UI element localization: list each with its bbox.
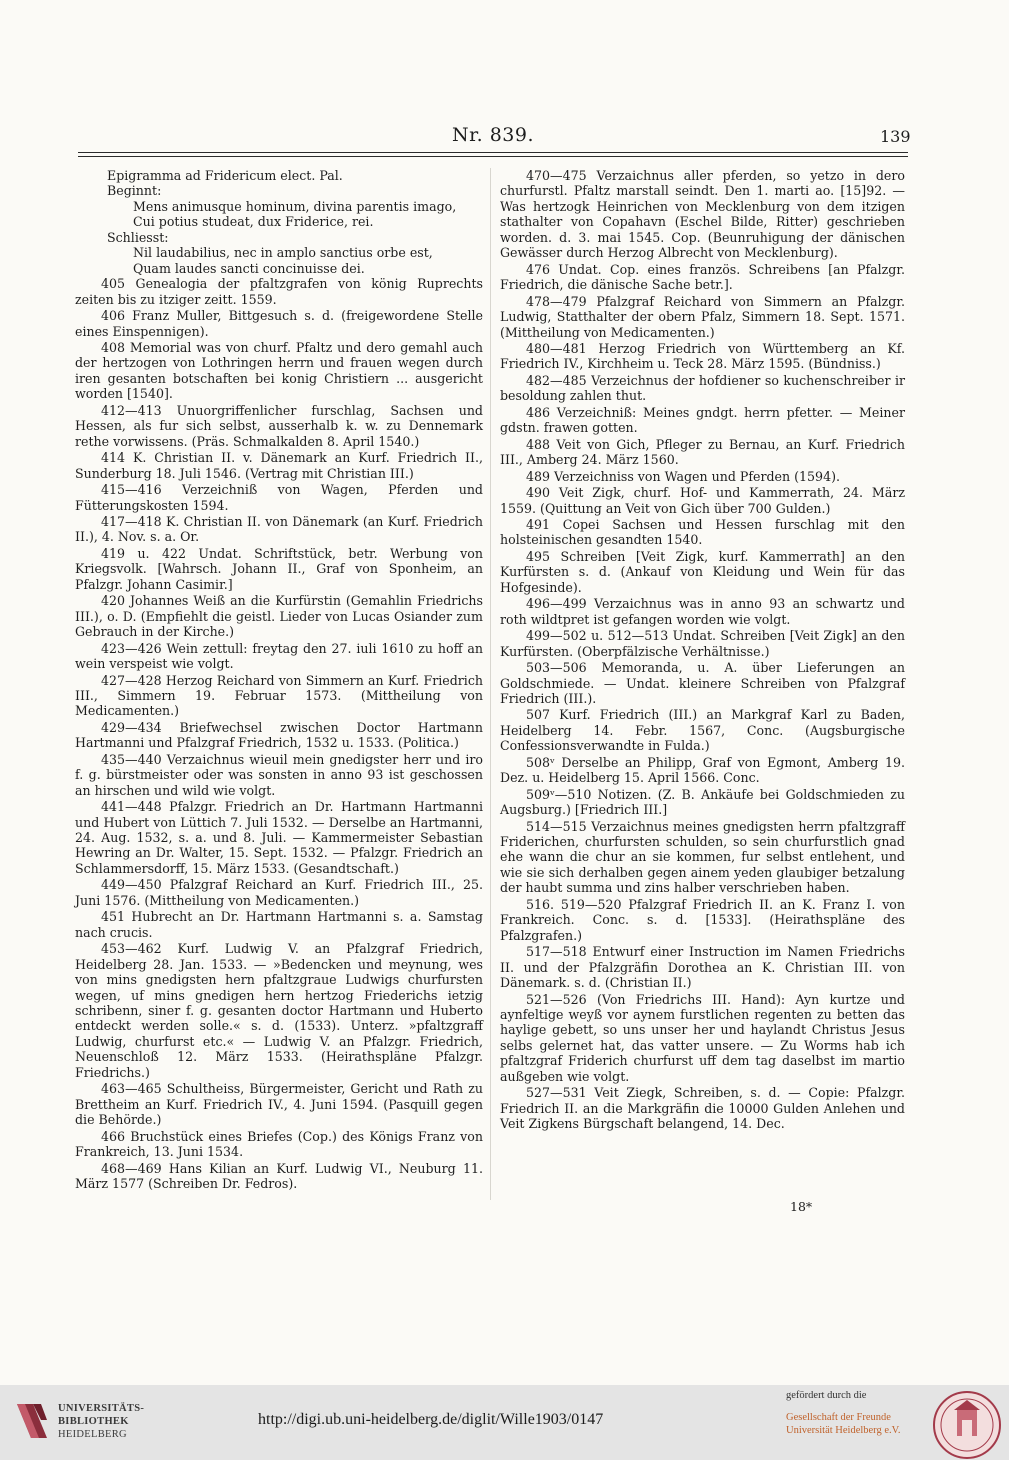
epigram-begin-label: Beginnt: (107, 183, 162, 199)
column-divider (490, 168, 491, 1200)
catalog-entry: 495 Schreiben [Veit Zigk, kurf. Kammerrath] an den Kurfürsten s. d. (Ankauf von Kleidung und Wein für das Hofgesinde). (500, 548, 905, 595)
catalog-entry: 427—428 Herzog Reichard von Simmern an Kurf. Friedrich III., Simmern 19. Februar 1573. (Mittheilung von Medicamenten.) (75, 672, 483, 719)
epigram-title: Epigramma ad Fridericum elect. Pal. (107, 168, 343, 183)
source-url-link[interactable]: http://digi.ub.uni-heidelberg.de/diglit/Wille1903/0147 (258, 1411, 604, 1428)
catalog-entry: 468—469 Hans Kilian an Kurf. Ludwig VI., Neuburg 11. März 1577 (Schreiben Dr. Fedros). (75, 1160, 483, 1191)
catalog-entry: 408 Memorial was von churf. Pfaltz und dero gemahl auch der hertzogen von Lothringen herrn und frauen wegen durch iren gesanten botschaften bei konig Christiern ... ausgericht worden [1540]. (75, 339, 483, 402)
catalog-entry: 441—448 Pfalzgr. Friedrich an Dr. Hartmann Hartmanni und Hubert von Lüttich 7. Juli 1532. — Derselbe an Hartmanni, 24. Aug. 1532, s. a. und 8. Juli. — Kammermeister Sebastian Hewring an Dr. Walter, 15. Sept. 1532. — Pfalzgr. Friedrich an Schlammersdorff, 15. März 1533. (Gesandtschaft.) (75, 799, 483, 876)
catalog-entry: 480—481 Herzog Friedrich von Württemberg an Kf. Friedrich IV., Kirchheim u. Teck 28. März 1595. (Bündniss.) (500, 340, 905, 372)
funding-label: gefördert durch die (786, 1390, 867, 1401)
verse-line: Mens animusque hominum, divina parentis imago, (133, 198, 457, 214)
catalog-entry: 419 u. 422 Undat. Schriftstück, betr. Werbung von Kriegsvolk. [Wahrsch. Johann II., Graf von Sponheim, an Pfalzgr. Johann Casimir.] (75, 545, 483, 592)
right-column (500, 168, 905, 1133)
catalog-entry: 478—479 Pfalzgraf Reichard von Simmern an Pfalzgr. Ludwig, Statthalter der obern Pfalz, Simmern 18. Sept. 1571. (Mittheilung von Medicamenten.) (500, 293, 905, 340)
signature-mark: 18* (790, 1199, 813, 1214)
catalog-entry: 514—515 Verzaichnus meines gnedigsten herrn pfaltzgraff Friderichen, churfursten schulden, so sein churfurstlich gnad ehe wann die chur an sie kommen, fur selbst entlehent, und wie sie sich derhalben gegen ainem yeden glaubiger betzalung der haubt summa und zins halber verschrieben haben. (500, 818, 905, 896)
left-column (75, 168, 483, 1192)
society-name-line2: Universität Heidelberg e.V. (786, 1425, 901, 1436)
catalog-entry: 420 Johannes Weiß an die Kurfürstin (Gemahlin Friedrichs III.), o. D. (Empfiehlt die geistl. Lieder von Lucas Osiander zum Gebrauch in der Kirche.) (75, 593, 483, 640)
catalog-entry: 453—462 Kurf. Ludwig V. an Pfalzgraf Friedrich, Heidelberg 28. Jan. 1533. — »Bedencken und meynung, wes von mins gnedigsten hern pfaltzgraue Ludwigs churfursten wegen, uf mins gnedigen hern hertzog Friederichs ietzig schribenn, siner f. g. gesanten doctor Hartmann und Huberto entdeckt werden solle.« s. d. (1533). Unterz. »pfaltzgraff Ludwig, churfurst etc.« — Ludwig V. an Pfalzgr. Friedrich, Neuenschloß 12. März 1533. (Heirathspläne Pfalzgr. Friedrichs.) (75, 941, 483, 1080)
library-crest-icon (13, 1400, 51, 1442)
catalog-entry: 429—434 Briefwechsel zwischen Doctor Hartmann Hartmanni und Pfalzgraf Friedrich, 1532 u. 1533. (Politica.) (75, 719, 483, 751)
library-name-line2: BIBLIOTHEK (58, 1416, 129, 1427)
catalog-entry: 449—450 Pfalzgraf Reichard an Kurf. Friedrich III., 25. Juni 1576. (Mittheilung von Medicamenten.) (75, 877, 483, 908)
catalog-entry: 415—416 Verzeichniß von Wagen, Pferden und Fütterungskosten 1594. (75, 482, 483, 513)
catalog-entry: 496—499 Verzaichnus was in anno 93 an schwartz und roth wildtpret ist gefangen worden wie volgt. (500, 596, 905, 627)
header-rule-top (78, 152, 908, 153)
catalog-entry: 490 Veit Zigk, churf. Hof- und Kammerrath, 24. März 1559. (Quittung an Veit von Gich über 700 Gulden.) (500, 485, 905, 516)
catalog-entry: 466 Bruchstück eines Briefes (Cop.) des Königs Franz von Frankreich, 13. Juni 1534. (75, 1128, 483, 1160)
catalog-entry: 509ᵛ—510 Notizen. (Z. B. Ankäufe bei Goldschmieden zu Augsburg.) [Friedrich III.] (500, 786, 905, 818)
catalog-entry: 527—531 Veit Ziegk, Schreiben, s. d. — Copie: Pfalzgr. Friedrich II. an die Markgräfin die 10000 Gulden Anlehen und Veit Zigkens Bürgschaft belangend, 14. Dec. (500, 1085, 905, 1132)
catalog-entry: 521—526 (Von Friedrichs III. Hand): Ayn kurtze und aynfeltige weyß vor aynem furstlichen regenten zu betten das haylige gebett, so uns unser her und haylandt Christus Jesus selbs gelernet hat, das vatter unsere. — Zu Worms hab ich pfaltzgraf Friderich churfurst uff dem tag daselbst im martio außgeben wie volgt. (500, 991, 905, 1084)
header-rule-bottom (78, 156, 908, 157)
epigram-block (75, 168, 483, 276)
catalog-entry: 516. 519—520 Pfalzgraf Friedrich II. an K. Franz I. von Frankreich. Conc. s. d. [1533]. (Heirathspläne des Pfalzgrafen.) (500, 896, 905, 943)
catalog-entry: 482—485 Verzeichnus der hofdiener so kuchenschreiber ir besoldung zahlen thut. (500, 372, 905, 404)
catalog-entry: 517—518 Entwurf einer Instruction im Namen Friedrichs II. und der Pfalzgräfin Dorothea an K. Christian III. von Dänemark. s. d. (Christian II.) (500, 944, 905, 991)
catalog-entry: 451 Hubrecht an Dr. Hartmann Hartmanni s. a. Samstag nach crucis. (75, 909, 483, 940)
catalog-entry: 491 Copei Sachsen und Hessen furschlag mit den holsteinischen gesandten 1540. (500, 516, 905, 548)
catalog-entry: 486 Verzeichniß: Meines gndgt. herrn pfetter. — Meiner gdstn. frawen gotten. (500, 404, 905, 436)
verse-line: Nil laudabilius, nec in amplo sanctius orbe est, (133, 245, 433, 261)
catalog-entry: 412—413 Unuorgriffenlicher furschlag, Sachsen und Hessen, als fur sich selbst, ausserhalb k. w. zu Dennemark rethe vorwissens. (Präs. Schmalkalden 8. April 1540.) (75, 402, 483, 449)
university-seal-icon (932, 1390, 1002, 1460)
catalog-entry: 414 K. Christian II. v. Dänemark an Kurf. Friedrich II., Sunderburg 18. Juli 1546. (Vertrag mit Christian III.) (75, 450, 483, 481)
catalog-entry: 499—502 u. 512—513 Undat. Schreiben [Veit Zigk] an den Kurfürsten. (Oberpfälzische Verhältnisse.) (500, 628, 905, 659)
library-name-line1: UNIVERSITÄTS- (58, 1403, 145, 1414)
catalog-entry: 470—475 Verzaichnus aller pferden, so yetzo in dero churfurstl. Pfaltz marstall seindt. Den 1. marti ao. [15]92. — Was hertzogk Heinrichen von Mecklenburg von dem itzigen stathalter von Copahavn (Eschel Bilde, Ritter) geschrieben worden. d. 3. mai 1545. Cop. (Beunruhigung der dänischen Gewässer durch Herzog Albrecht von Mecklenburg). (500, 168, 905, 261)
library-name-line3: HEIDELBERG (58, 1429, 127, 1440)
catalog-entry: 423—426 Wein zettull: freytag den 27. iuli 1610 zu hoff an wein verspeist wie volgt. (75, 640, 483, 672)
catalog-entry: 488 Veit von Gich, Pfleger zu Bernau, an Kurf. Friedrich III., Amberg 24. März 1560. (500, 436, 905, 468)
catalog-entry: 435—440 Verzaichnus wieuil mein gnedigster herr und iro f. g. bürstmeister oder was sonsten in anno 93 ist geschossen an hirschen und wild wie volgt. (75, 751, 483, 798)
society-name-line1: Gesellschaft der Freunde (786, 1412, 891, 1423)
page-header-title: Nr. 839. (452, 124, 535, 146)
catalog-entry: 507 Kurf. Friedrich (III.) an Markgraf Karl zu Baden, Heidelberg 14. Febr. 1567, Conc. (Augsburgische Confessionsverwandte in Fulda.) (500, 707, 905, 754)
catalog-entry: 508ᵛ Derselbe an Philipp, Graf von Egmont, Amberg 19. Dez. u. Heidelberg 15. April 1566. Conc. (500, 754, 905, 786)
verse-line: Cui potius studeat, dux Friderice, rei. (133, 214, 374, 230)
catalog-entry: 406 Franz Muller, Bittgesuch s. d. (freigewordene Stelle eines Einspennigen). (75, 308, 483, 339)
verse-line: Quam laudes sancti concinuisse dei. (133, 260, 365, 276)
epigram-end-label: Schliesst: (107, 229, 169, 245)
page-number: 139 (880, 127, 911, 146)
catalog-entry: 476 Undat. Cop. eines französ. Schreibens [an Pfalzgr. Friedrich, die dänische Sache betr.]. (500, 261, 905, 293)
catalog-entry: 489 Verzeichniss von Wagen und Pferden (1594). (526, 468, 841, 484)
catalog-entry: 405 Genealogia der pfaltzgrafen von könig Ruprechts zeiten bis zu itziger zeitt. 1559. (75, 276, 483, 307)
catalog-entry: 417—418 K. Christian II. von Dänemark (an Kurf. Friedrich II.), 4. Nov. s. a. Or. (75, 513, 483, 545)
catalog-entry: 463—465 Schultheiss, Bürgermeister, Gericht und Rath zu Brettheim an Kurf. Friedrich IV., 4. Juni 1594. (Pasquill gegen die Behörde.) (75, 1081, 483, 1128)
catalog-entry: 503—506 Memoranda, u. A. über Lieferungen an Goldschmiede. — Undat. kleinere Schreiben von Pfalzgraf Friedrich (III.). (500, 660, 905, 706)
